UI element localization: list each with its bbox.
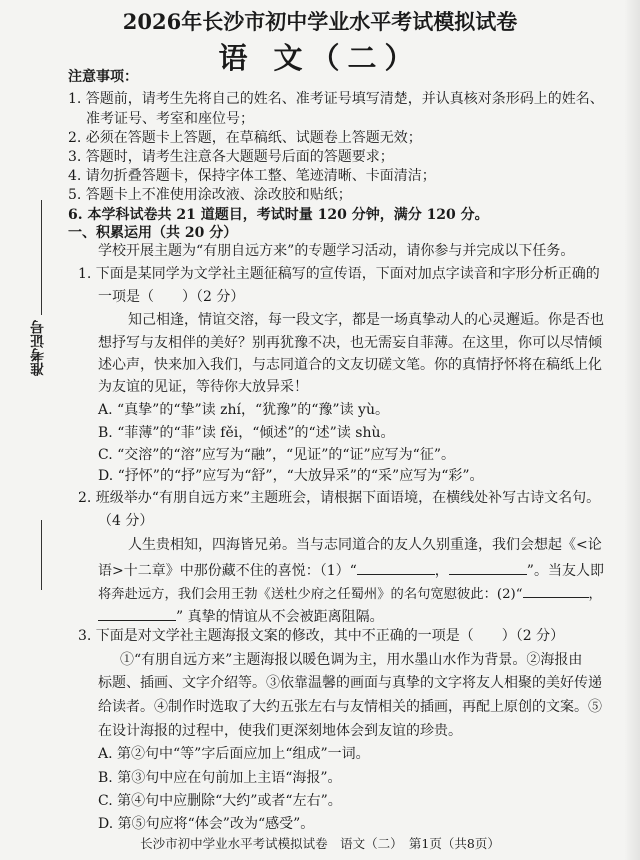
exam-id-label: 准考证号	[30, 320, 46, 376]
q3-passage: ①“有朋自远方来”主题海报以暖色调为主，用水墨山水作为背景。②海报由	[120, 652, 583, 668]
q1-option-b: B. “菲薄”的“菲”读 fěi，“倾述”的“述”读 shù。	[98, 425, 395, 441]
q1-passage: 为友谊的见证，等待你大放异采！	[98, 379, 308, 395]
q3-stem: 3. 下面是对文学社主题海报文案的修改，其中不正确的一项是（ ）（2 分）	[78, 628, 565, 644]
exam-subtitle: 语 文（二）	[218, 41, 422, 75]
q3-passage: 在设计海报的过程中，使我们更深刻地体会到友谊的珍贵。	[98, 723, 462, 739]
q1-option-d: D. “抒怀”的“抒”应写为“舒”，“大放异采”的“采”应写为“彩”。	[98, 468, 484, 484]
notice-item: 准考证号、考室和座位号；	[86, 111, 254, 127]
q3-option-a: A. 第②句中“等”字后面应加上“组成”一词。	[98, 746, 370, 762]
section-heading: 一、积累运用（共 20 分）	[68, 225, 238, 241]
answer-blank[interactable]	[357, 560, 435, 575]
q2-text: ”。当友人即	[526, 563, 604, 579]
side-divider	[41, 520, 42, 590]
answer-blank[interactable]	[98, 606, 176, 621]
notice-item: 5. 答题卡上不准使用涂改液、涂改胶和贴纸；	[68, 187, 352, 203]
notice-heading: 注意事项：	[68, 69, 138, 85]
q1-stem: 一项是（ ）（2 分）	[98, 289, 245, 305]
q1-option-c: C. “交溶”的“溶”应写为“融”，“见证”的“证”应写为“征”。	[98, 447, 455, 463]
q1-passage: 想抒写与友相伴的美好？别再犹豫不决，也无需妄自菲薄。在这里，你可以尽情倾	[98, 335, 602, 351]
notice-item: 6. 本学科试卷共 21 道题目，考试时量 120 分钟，满分 120 分。	[68, 207, 489, 223]
q3-passage: 标题、插画、文字介绍等。③依靠温馨的画面与真挚的文字将友人相聚的美好传递	[98, 675, 602, 691]
q2-stem: （4 分）	[98, 513, 154, 529]
q2-stem: 2. 班级举办“有朋自远方来”主题班会，请根据下面语境，在横线处补写古诗文名句。	[78, 490, 601, 506]
notice-item: 4. 请勿折叠答题卡，保持字体工整、笔迹清晰、卡面清洁；	[68, 168, 436, 184]
q2-text: ，	[434, 563, 449, 579]
q2-context: 人生贵相知，四海皆兄弟。当与志同道合的友人久别重逢，我们会想起《<论	[128, 537, 602, 553]
notice-item: 2. 必须在答题卡上答题，在草稿纸、试题卷上答题无效；	[68, 130, 422, 146]
notice-item: 3. 答题时，请考生注意各大题题号后面的答题要求；	[68, 149, 394, 165]
answer-blank[interactable]	[523, 583, 589, 598]
q3-option-b: B. 第③句中应在句前加上主语“海报”。	[98, 770, 342, 786]
q1-passage: 述心声，快来加入我们，与志同道合的文友切磋文笔。你的真情抒怀将在稿纸上化	[98, 357, 602, 373]
page-edge-shadow	[624, 0, 640, 860]
q1-option-a: A. “真挚”的“挚”读 zhí，“犹豫”的“豫”读 yù。	[98, 402, 389, 418]
q2-context	[98, 606, 384, 626]
q1-stem: 1. 下面是某同学为文学社主题征稿写的宣传语，下面对加点字读音和字形分析正确的	[78, 266, 600, 282]
page-footer: 长沙市初中学业水平考试模拟试卷 语文（二） 第1页（共8页）	[140, 836, 500, 851]
side-divider	[41, 200, 42, 315]
exam-title: 2026年长沙市初中学业水平考试模拟试卷	[122, 9, 518, 34]
q3-option-d: D. 第⑤句应将“体会”改为“感受”。	[98, 816, 315, 832]
section-intro: 学校开展主题为“有朋自远方来”的专题学习活动，请你参与并完成以下任务。	[98, 243, 575, 259]
q2-context	[98, 583, 602, 604]
q3-option-c: C. 第④句中应删除“大约”或者“左右”。	[98, 793, 342, 809]
q2-text: ” 真挚的情谊从不会被距离阻隔。	[176, 609, 384, 625]
q2-context	[98, 560, 604, 580]
q2-text: 语>十二章》中那份藏不住的喜悦：（1）“	[98, 563, 357, 579]
answer-blank[interactable]	[449, 560, 527, 575]
notice-item: 1. 答题前，请考生先将自己的姓名、准考证号填写清楚，并认真核对条形码上的姓名、	[68, 91, 604, 107]
q2-text: ，	[588, 587, 602, 602]
q1-passage: 知己相逢，情谊交溶，每一段文字，都是一场真挚动人的心灵邂逅。你是否也	[128, 312, 604, 328]
q2-text: 将奔赴远方，我们会用王勃《送杜少府之任蜀州》的名句宽慰彼此：(2)“	[98, 587, 523, 602]
q3-passage: 给读者。④制作时选取了大约五张左右与友情相关的插画，再配上原创的文案。⑤	[98, 699, 602, 715]
